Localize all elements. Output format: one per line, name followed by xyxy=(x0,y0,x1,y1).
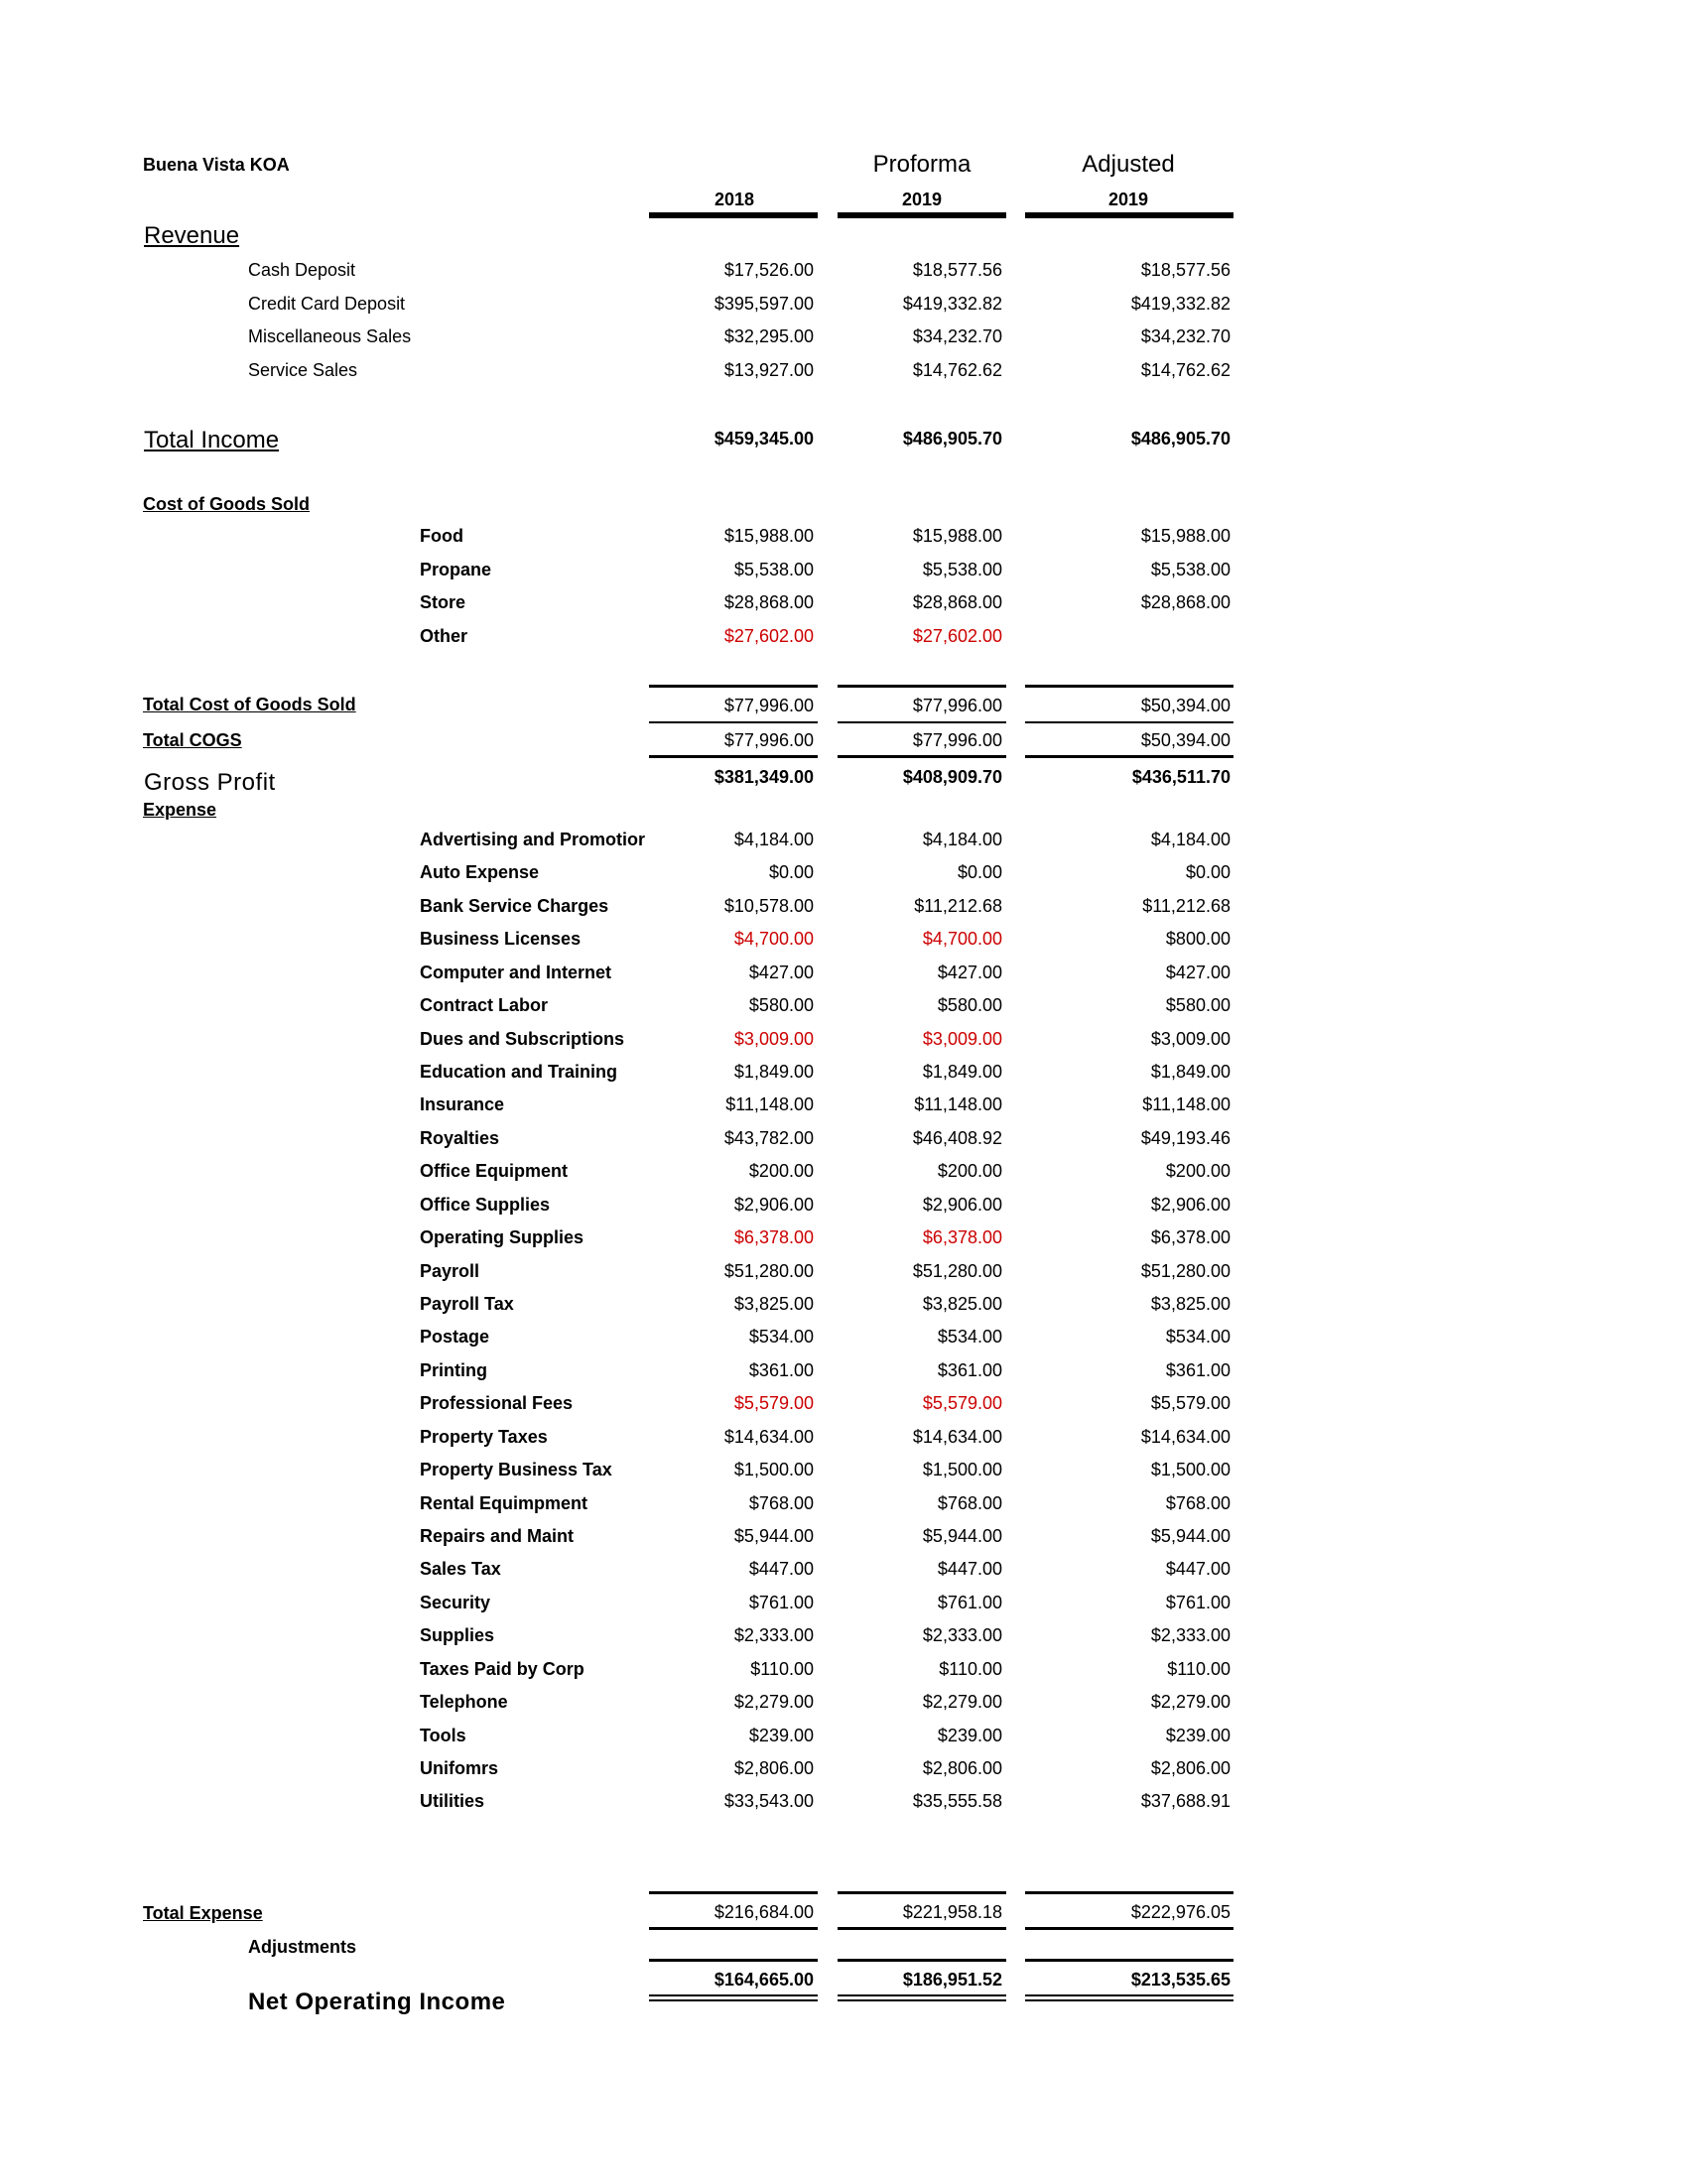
expense-item-value: $761.00 xyxy=(937,1592,1002,1612)
expense-item-value: $1,849.00 xyxy=(922,1062,1002,1082)
noi-proforma: $186,951.52 xyxy=(902,1970,1002,1990)
noi-adjusted: $213,535.65 xyxy=(1130,1970,1231,1990)
revenue-item-value: $17,526.00 xyxy=(723,260,814,280)
expense-item-label: Computer and Internet xyxy=(420,962,612,982)
expense-item-label: Rental Equimpment xyxy=(420,1492,588,1513)
expense-total-bottom-rule xyxy=(649,1927,818,1930)
total-cogs-label: Total COGS xyxy=(143,730,242,750)
cogs-item-value: $5,538.00 xyxy=(1150,559,1231,579)
expense-item-label: Operating Supplies xyxy=(420,1227,584,1248)
expense-item-value: $4,700.00 xyxy=(922,929,1002,950)
expense-item-value: $761.00 xyxy=(748,1592,814,1612)
revenue-item-value: $14,762.62 xyxy=(912,359,1002,380)
expense-item-value: $2,333.00 xyxy=(733,1625,814,1646)
header-underline xyxy=(649,212,818,218)
revenue-item-value: $34,232.70 xyxy=(1140,326,1231,346)
expense-item-value: $580.00 xyxy=(748,995,814,1016)
cogs-divider-rule xyxy=(649,721,818,723)
expense-item-value: $51,280.00 xyxy=(1140,1260,1231,1281)
gross-profit-proforma: $408,909.70 xyxy=(902,767,1002,787)
expense-item-value: $35,555.58 xyxy=(912,1791,1002,1812)
cogs-total-top-rule xyxy=(649,685,818,688)
expense-item-label: Property Business Tax xyxy=(420,1460,612,1480)
expense-item-label: Professional Fees xyxy=(420,1393,574,1414)
revenue-item-value: $13,927.00 xyxy=(723,359,814,380)
expense-item-value: $2,806.00 xyxy=(922,1758,1002,1779)
total-income-proforma: $486,905.70 xyxy=(902,429,1002,449)
expense-item-value: $200.00 xyxy=(937,1161,1002,1182)
expense-item-value: $3,825.00 xyxy=(922,1294,1002,1315)
expense-item-label: Unifomrs xyxy=(420,1758,499,1779)
expense-item-label: Payroll xyxy=(420,1260,480,1281)
cogs-item-value: $27,602.00 xyxy=(723,625,814,646)
total-expense-adjusted: $222,976.05 xyxy=(1130,1902,1231,1922)
noi-2018: $164,665.00 xyxy=(714,1970,814,1990)
expense-item-value: $447.00 xyxy=(748,1559,814,1580)
noi-double-rule xyxy=(838,1994,1006,1996)
expense-item-value: $4,184.00 xyxy=(1150,830,1231,849)
cogs-item-value: $15,988.00 xyxy=(1140,526,1231,546)
revenue-item-value: $14,762.62 xyxy=(1140,359,1231,380)
expense-item-value: $2,279.00 xyxy=(733,1692,814,1713)
expense-item-value: $6,378.00 xyxy=(733,1227,814,1248)
expense-item-value: $361.00 xyxy=(748,1359,814,1380)
expense-item-value: $1,849.00 xyxy=(733,1062,814,1082)
expense-item-value: $0.00 xyxy=(957,862,1002,883)
cogs-item-value: $5,538.00 xyxy=(922,559,1002,579)
cogs-total-top-rule xyxy=(838,685,1006,688)
cogs-divider-rule xyxy=(838,721,1006,723)
expense-item-value: $580.00 xyxy=(1165,995,1231,1016)
revenue-item-label: Credit Card Deposit xyxy=(248,293,406,314)
expense-item-value: $768.00 xyxy=(937,1492,1002,1513)
expense-item-label: Education and Training xyxy=(420,1062,618,1082)
expense-item-value: $2,806.00 xyxy=(733,1758,814,1779)
expense-item-value: $239.00 xyxy=(1165,1725,1231,1745)
expense-item-value: $110.00 xyxy=(1167,1658,1231,1679)
expense-item-value: $3,825.00 xyxy=(1150,1294,1231,1315)
header-underline xyxy=(838,212,1006,218)
revenue-item-label: Service Sales xyxy=(248,359,358,380)
expense-item-value: $43,782.00 xyxy=(723,1127,814,1148)
expense-item-value: $1,500.00 xyxy=(733,1460,814,1480)
noi-double-rule xyxy=(1025,1999,1233,2001)
expense-item-value: $6,378.00 xyxy=(922,1227,1002,1248)
cogs-item-value: $28,868.00 xyxy=(1140,592,1231,612)
expense-heading: Expense xyxy=(143,800,217,820)
expense-item-value: $51,280.00 xyxy=(912,1260,1002,1281)
expense-item-label: Payroll Tax xyxy=(420,1294,514,1315)
expense-item-value: $761.00 xyxy=(1165,1592,1231,1612)
expense-item-label: Dues and Subscriptions xyxy=(420,1028,625,1049)
expense-item-value: $534.00 xyxy=(1165,1327,1231,1348)
revenue-item-value: $18,577.56 xyxy=(1140,260,1231,280)
expense-item-value: $239.00 xyxy=(748,1725,814,1745)
year-header-2018: 2018 xyxy=(714,190,755,209)
expense-item-value: $447.00 xyxy=(1165,1559,1231,1580)
expense-item-value: $11,212.68 xyxy=(1142,895,1231,916)
expense-item-value: $14,634.00 xyxy=(912,1426,1002,1447)
expense-item-value: $534.00 xyxy=(748,1327,814,1348)
expense-item-value: $6,378.00 xyxy=(1150,1227,1231,1248)
cogs-item-value: $15,988.00 xyxy=(723,526,814,546)
total-cogs-proforma: $77,996.00 xyxy=(912,730,1002,750)
expense-item-label: Insurance xyxy=(420,1094,505,1115)
expense-total-bottom-rule xyxy=(1025,1927,1233,1930)
expense-item-label: Supplies xyxy=(420,1625,495,1646)
expense-item-value: $427.00 xyxy=(1165,962,1231,982)
expense-item-value: $3,009.00 xyxy=(733,1028,814,1049)
cogs-item-value: $5,538.00 xyxy=(733,559,814,579)
gross-profit-adjusted: $436,511.70 xyxy=(1131,767,1231,787)
cogs-divider-rule xyxy=(1025,721,1233,723)
expense-item-value: $5,944.00 xyxy=(733,1526,814,1547)
revenue-item-value: $395,597.00 xyxy=(714,293,814,314)
cogs-bottom-rule xyxy=(838,755,1006,758)
noi-double-rule xyxy=(1025,1994,1233,1996)
expense-item-value: $33,543.00 xyxy=(723,1791,814,1812)
expense-item-value: $768.00 xyxy=(1165,1492,1231,1513)
cogs-item-label: Propane xyxy=(420,559,492,579)
expense-item-value: $447.00 xyxy=(937,1559,1002,1580)
expense-item-label: Office Equipment xyxy=(420,1161,569,1182)
year-header-adjusted-2019: 2019 xyxy=(1107,190,1149,209)
expense-item-label: Business Licenses xyxy=(420,929,582,950)
cogs-item-value: $28,868.00 xyxy=(912,592,1002,612)
cogs-heading: Cost of Goods Sold xyxy=(143,494,310,514)
expense-item-value: $2,906.00 xyxy=(733,1194,814,1215)
revenue-item-value: $419,332.82 xyxy=(902,293,1002,314)
expense-item-value: $11,148.00 xyxy=(1142,1094,1231,1115)
cogs-item-label: Store xyxy=(420,592,466,612)
expense-item-value: $200.00 xyxy=(748,1161,814,1182)
expense-item-label: Advertising and Promotior xyxy=(420,830,646,849)
total-cogs-adjusted: $50,394.00 xyxy=(1140,730,1231,750)
expense-item-value: $427.00 xyxy=(748,962,814,982)
expense-item-value: $534.00 xyxy=(937,1327,1002,1348)
net-operating-income-label: Net Operating Income xyxy=(248,1989,506,2015)
expense-item-label: Security xyxy=(420,1592,491,1612)
header-underline xyxy=(1025,212,1233,218)
cogs-bottom-rule xyxy=(649,755,818,758)
proforma-column-label: Proforma xyxy=(872,151,972,178)
gross-profit-label: Gross Profit xyxy=(144,769,276,796)
total-cogs-full-2018: $77,996.00 xyxy=(723,696,814,715)
cogs-total-top-rule xyxy=(1025,685,1233,688)
revenue-item-label: Cash Deposit xyxy=(248,260,356,280)
expense-item-label: Telephone xyxy=(420,1692,508,1713)
expense-item-value: $2,906.00 xyxy=(922,1194,1002,1215)
revenue-item-value: $32,295.00 xyxy=(723,326,814,346)
year-header-proforma-2019: 2019 xyxy=(901,190,943,209)
expense-item-value: $5,579.00 xyxy=(733,1393,814,1414)
expense-item-value: $4,700.00 xyxy=(733,929,814,950)
noi-top-rule xyxy=(649,1959,818,1962)
expense-item-value: $800.00 xyxy=(1165,929,1231,950)
expense-total-bottom-rule xyxy=(838,1927,1006,1930)
cogs-item-value: $28,868.00 xyxy=(723,592,814,612)
revenue-heading: Revenue xyxy=(144,222,240,249)
expense-item-label: Contract Labor xyxy=(420,995,549,1016)
total-expense-2018: $216,684.00 xyxy=(714,1902,814,1922)
total-cogs-full-adjusted: $50,394.00 xyxy=(1140,696,1231,715)
expense-item-value: $0.00 xyxy=(1185,862,1231,883)
total-income-2018: $459,345.00 xyxy=(714,429,814,449)
cogs-item-label: Food xyxy=(420,526,463,546)
expense-item-label: Tools xyxy=(420,1725,466,1745)
expense-item-value: $1,500.00 xyxy=(1150,1460,1231,1480)
noi-double-rule xyxy=(649,1999,818,2001)
expense-item-value: $2,806.00 xyxy=(1150,1758,1231,1779)
expense-item-value: $5,579.00 xyxy=(922,1393,1002,1414)
expense-item-label: Auto Expense xyxy=(420,862,540,883)
expense-item-label: Property Taxes xyxy=(420,1426,548,1447)
expense-item-label: Sales Tax xyxy=(420,1559,501,1580)
revenue-item-value: $419,332.82 xyxy=(1130,293,1231,314)
expense-item-value: $580.00 xyxy=(937,995,1002,1016)
expense-item-value: $49,193.46 xyxy=(1140,1127,1231,1148)
expense-item-value: $2,906.00 xyxy=(1150,1194,1231,1215)
adjusted-column-label: Adjusted xyxy=(1082,151,1175,178)
expense-item-value: $2,333.00 xyxy=(922,1625,1002,1646)
revenue-item-value: $34,232.70 xyxy=(912,326,1002,346)
expense-item-value: $37,688.91 xyxy=(1140,1791,1231,1812)
expense-item-value: $3,825.00 xyxy=(733,1294,814,1315)
noi-double-rule xyxy=(649,1994,818,1996)
expense-item-label: Postage xyxy=(420,1327,490,1348)
expense-total-top-rule xyxy=(838,1891,1006,1894)
expense-item-value: $1,849.00 xyxy=(1150,1062,1231,1082)
expense-item-value: $10,578.00 xyxy=(723,895,814,916)
expense-item-value: $2,279.00 xyxy=(922,1692,1002,1713)
expense-item-value: $0.00 xyxy=(768,862,814,883)
expense-item-value: $4,184.00 xyxy=(733,830,814,849)
expense-item-value: $5,944.00 xyxy=(922,1526,1002,1547)
adjustments-label: Adjustments xyxy=(248,1937,357,1957)
expense-item-value: $3,009.00 xyxy=(1150,1028,1231,1049)
expense-item-value: $5,579.00 xyxy=(1150,1393,1231,1414)
expense-item-label: Taxes Paid by Corp xyxy=(420,1658,584,1679)
expense-item-value: $46,408.92 xyxy=(912,1127,1002,1148)
expense-item-value: $51,280.00 xyxy=(723,1260,814,1281)
cogs-item-value: $27,602.00 xyxy=(912,625,1002,646)
cogs-bottom-rule xyxy=(1025,755,1233,758)
noi-top-rule xyxy=(838,1959,1006,1962)
expense-item-value: $110.00 xyxy=(750,1658,814,1679)
revenue-item-label: Miscellaneous Sales xyxy=(248,326,412,346)
expense-item-value: $3,009.00 xyxy=(922,1028,1002,1049)
expense-item-label: Repairs and Maint xyxy=(420,1526,575,1547)
expense-item-label: Utilities xyxy=(420,1791,485,1812)
expense-item-label: Printing xyxy=(420,1359,487,1380)
expense-item-value: $14,634.00 xyxy=(723,1426,814,1447)
expense-item-label: Office Supplies xyxy=(420,1194,551,1215)
noi-top-rule xyxy=(1025,1959,1233,1962)
expense-item-value: $11,148.00 xyxy=(914,1094,1002,1115)
expense-item-label: Royalties xyxy=(420,1127,500,1148)
cogs-item-label: Other xyxy=(420,625,468,646)
expense-item-value: $110.00 xyxy=(939,1658,1002,1679)
expense-item-value: $1,500.00 xyxy=(922,1460,1002,1480)
noi-double-rule xyxy=(838,1999,1006,2001)
expense-item-label: Bank Service Charges xyxy=(420,895,609,916)
expense-item-value: $361.00 xyxy=(937,1359,1002,1380)
expense-item-value: $2,279.00 xyxy=(1150,1692,1231,1713)
total-cogs-full-proforma: $77,996.00 xyxy=(912,696,1002,715)
expense-item-value: $427.00 xyxy=(937,962,1002,982)
total-cogs-2018: $77,996.00 xyxy=(723,730,814,750)
expense-item-value: $4,184.00 xyxy=(922,830,1002,849)
expense-total-top-rule xyxy=(649,1891,818,1894)
cogs-item-value: $15,988.00 xyxy=(912,526,1002,546)
total-expense-proforma: $221,958.18 xyxy=(902,1902,1002,1922)
expense-item-value: $2,333.00 xyxy=(1150,1625,1231,1646)
expense-item-value: $5,944.00 xyxy=(1150,1526,1231,1547)
total-cogs-full-label: Total Cost of Goods Sold xyxy=(143,695,356,714)
expense-item-value: $11,212.68 xyxy=(914,895,1002,916)
total-expense-label: Total Expense xyxy=(143,1903,263,1923)
gross-profit-2018: $381,349.00 xyxy=(714,767,814,787)
expense-total-top-rule xyxy=(1025,1891,1233,1894)
total-income-label: Total Income xyxy=(144,427,280,453)
expense-item-value: $11,148.00 xyxy=(725,1094,814,1115)
expense-item-value: $200.00 xyxy=(1165,1161,1231,1182)
expense-item-value: $361.00 xyxy=(1165,1359,1231,1380)
company-name: Buena Vista KOA xyxy=(143,155,290,175)
expense-item-value: $239.00 xyxy=(937,1725,1002,1745)
expense-item-value: $768.00 xyxy=(748,1492,814,1513)
revenue-item-value: $18,577.56 xyxy=(912,260,1002,280)
total-income-adjusted: $486,905.70 xyxy=(1130,429,1231,449)
expense-item-value: $14,634.00 xyxy=(1140,1426,1231,1447)
